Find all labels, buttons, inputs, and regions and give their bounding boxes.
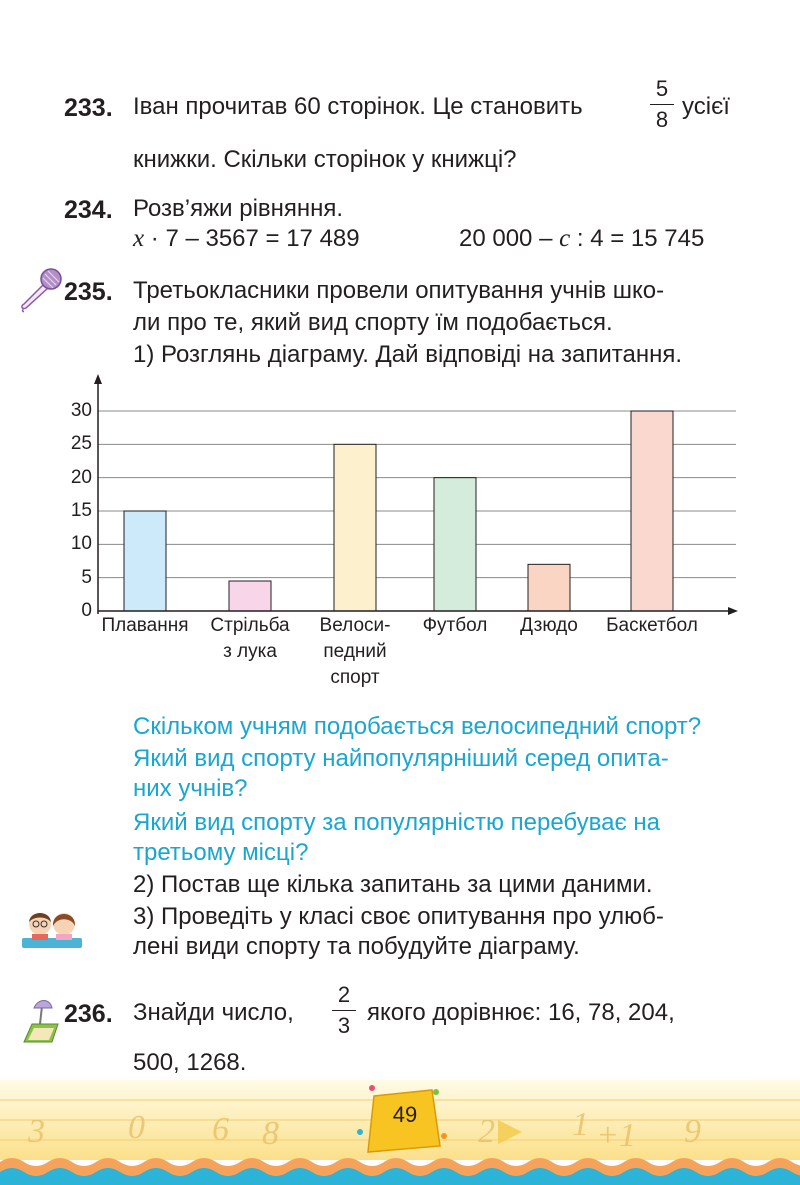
x-axis-arrow <box>728 607 738 615</box>
category-label <box>190 613 310 665</box>
equation-2-end: : 4 = 15 745 <box>570 225 705 252</box>
category-label-line: Баскетбол <box>606 615 698 636</box>
problem-236-number: 236. <box>64 1000 113 1028</box>
question-3-line2: третьому місці? <box>133 839 309 866</box>
problem-235-task1: 1) Розглянь діаграму. Дай відповіді на запитання. <box>133 341 682 368</box>
problem-236-line2: 500, 1268. <box>133 1049 247 1076</box>
bar <box>528 564 570 611</box>
fraction-2-3 <box>332 982 356 1039</box>
problem-233-line2: книжки. Скільки сторінок у книжці? <box>133 146 517 173</box>
category-label <box>489 613 609 639</box>
bar <box>434 478 476 611</box>
bar <box>631 411 673 611</box>
task-2: 2) Постав ще кілька запитань за цими даними. <box>133 871 653 898</box>
svg-text:6: 6 <box>212 1111 229 1148</box>
y-tick-label: 5 <box>81 566 92 588</box>
y-tick-label: 10 <box>70 533 92 555</box>
fraction-5-8 <box>650 76 674 133</box>
page-number: 49 <box>392 1102 418 1127</box>
problem-234-number: 234. <box>64 196 113 224</box>
equation-1 <box>133 224 360 254</box>
category-label-line: Велоси- <box>319 615 391 636</box>
problem-236-line1-start: Знайди число, <box>133 999 294 1026</box>
category-label-line: Плавання <box>101 615 189 636</box>
y-tick-label: 30 <box>70 400 92 421</box>
y-tick-label: 20 <box>70 466 92 488</box>
equation-2-variable: c <box>559 225 571 252</box>
svg-text:8: 8 <box>262 1115 279 1152</box>
footer-decoration <box>0 1080 800 1185</box>
fraction-denominator: 3 <box>337 1013 351 1038</box>
task-3-line1: 3) Проведіть у класі своє опитування про улюб- <box>133 903 664 930</box>
svg-text:9: 9 <box>684 1113 701 1150</box>
fraction-denominator: 8 <box>655 107 669 132</box>
lamp-book-icon <box>18 996 64 1044</box>
question-2-line2: них учнів? <box>133 775 248 802</box>
fraction-numerator: 5 <box>655 76 669 101</box>
svg-text:2: 2 <box>478 1113 495 1150</box>
category-label-line: Стрільба <box>210 615 290 636</box>
problem-233-line1: Іван прочитав 60 сторінок. Це становить <box>133 93 583 120</box>
bar <box>229 581 271 611</box>
fraction-numerator: 2 <box>337 982 351 1007</box>
problem-233-line1-end: усієї <box>682 93 730 120</box>
task-3-line2: лені види спорту та побудуйте діаграму. <box>133 933 580 960</box>
y-tick-label: 25 <box>70 433 92 455</box>
problem-233-number: 233. <box>64 94 113 122</box>
equation-2 <box>459 224 704 254</box>
bar <box>124 511 166 611</box>
y-tick-label: 15 <box>70 500 92 521</box>
category-label <box>592 613 712 639</box>
problem-236-line1-end: якого дорівнює: 16, 78, 204, <box>367 999 675 1026</box>
problem-234-line1: Розв’яжи рівняння. <box>133 195 344 222</box>
y-tick-label: 0 <box>81 600 92 621</box>
category-label-line: спорт <box>330 667 380 688</box>
category-label-line: педний <box>323 641 387 662</box>
question-1: Скільком учням подобається велосипедний спорт? <box>133 713 702 740</box>
children-icon <box>20 904 84 954</box>
y-axis-arrow <box>94 374 102 384</box>
category-label <box>85 613 205 639</box>
equation-1-variable: x <box>133 225 145 252</box>
svg-text:+1: +1 <box>596 1117 636 1154</box>
question-2-line1: Який вид спорту найпопулярніший серед опита- <box>133 745 669 772</box>
problem-235-line2: ли про те, який вид спорту їм подобається. <box>133 309 613 336</box>
bar <box>334 444 376 611</box>
category-label-line: Футбол <box>422 615 488 636</box>
category-label-line: з лука <box>223 641 277 662</box>
category-label-line: Дзюдо <box>520 615 578 636</box>
svg-text:1: 1 <box>572 1106 589 1143</box>
problem-235-number: 235. <box>64 278 113 306</box>
problem-235-line1: Третьокласники провели опитування учнів шко- <box>133 277 665 304</box>
equation-1-rest: · 7 – 3567 = 17 489 <box>144 225 360 252</box>
question-3-line1: Який вид спорту за популярністю перебуває на <box>133 809 660 836</box>
microphone-icon <box>18 266 64 314</box>
svg-text:3: 3 <box>28 1113 45 1150</box>
equation-2-start: 20 000 – <box>459 225 560 252</box>
svg-text:0: 0 <box>128 1109 145 1146</box>
